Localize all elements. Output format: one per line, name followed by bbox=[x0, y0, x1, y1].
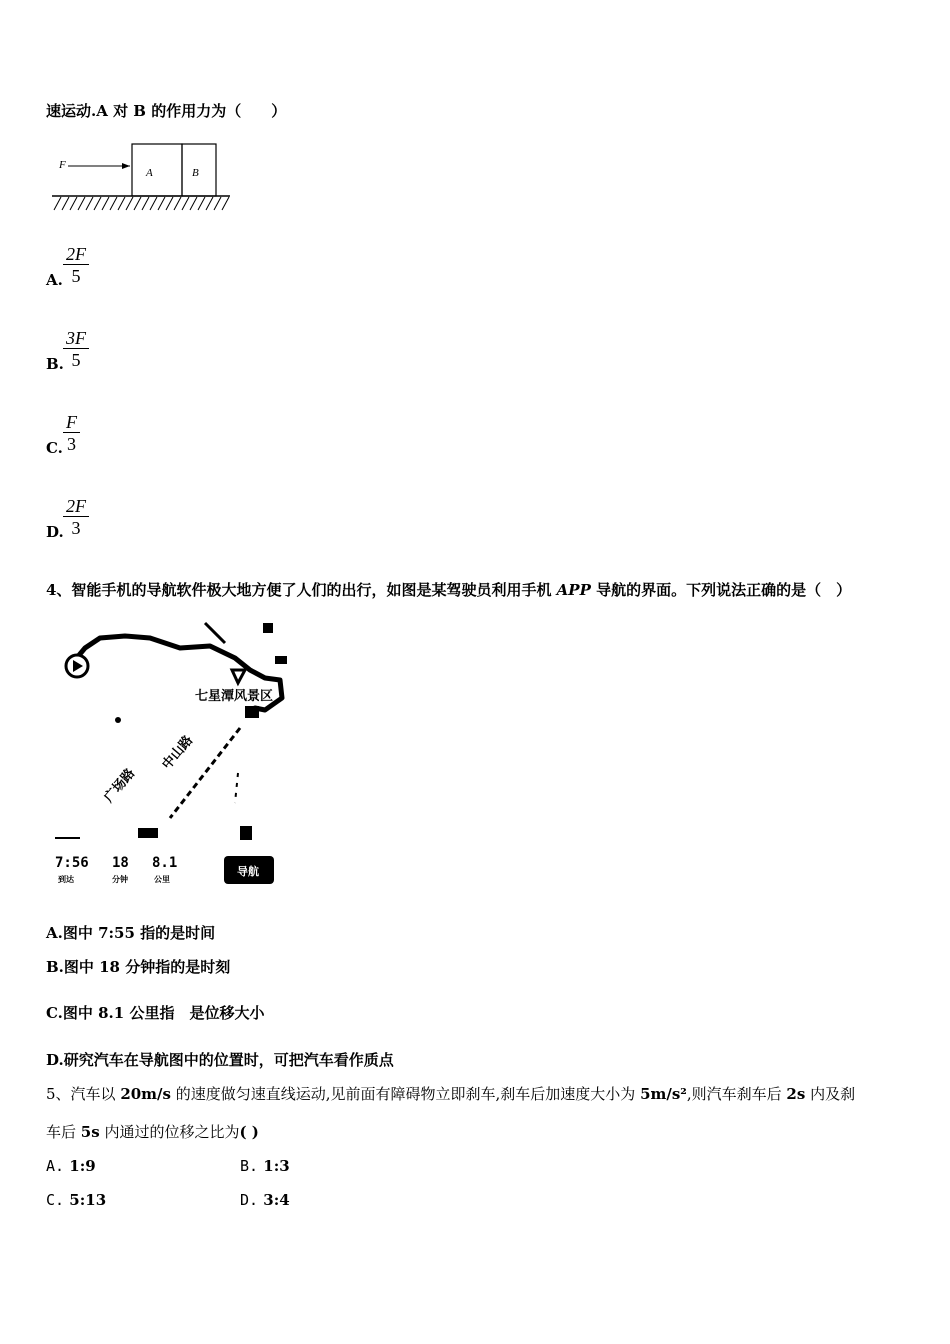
map-place-name: 七星潭风景区 bbox=[195, 689, 274, 704]
block-a-label: A bbox=[146, 167, 153, 179]
nav-arrival-time: 7:56 bbox=[55, 855, 89, 871]
force-arrow-icon bbox=[122, 163, 130, 169]
nav-distance-unit: 公里 bbox=[154, 875, 170, 884]
q3-option-b-label: B. bbox=[46, 355, 64, 373]
q4-option-c: C.图中 8.1 公里指 是位移大小 bbox=[46, 1004, 265, 1022]
numerator: 2F bbox=[66, 244, 86, 264]
denominator: 5 bbox=[71, 266, 81, 286]
map-road-2: 中山路 bbox=[159, 733, 197, 773]
nav-distance: 8.1 bbox=[152, 855, 178, 871]
q4-option-b: B.图中 18 分钟指的是时刻 bbox=[46, 958, 231, 976]
q5-option-c: C. 5:13 bbox=[46, 1191, 107, 1209]
q5-option-b: B. 1:3 bbox=[240, 1157, 290, 1175]
force-label: F bbox=[59, 159, 66, 171]
numerator: 2F bbox=[66, 496, 86, 516]
map-road-1: 广场路 bbox=[101, 766, 139, 806]
q5-option-d: D. 3:4 bbox=[240, 1191, 290, 1209]
q4-navigation-figure bbox=[50, 608, 300, 893]
destination-pin-icon bbox=[232, 670, 245, 683]
q4-stem: 4、智能手机的导航软件极大地方便了人们的出行，如图是某驾驶员利用手机 APP 导航的界面。下列说法正确的是（ ） bbox=[46, 581, 852, 599]
block-a bbox=[132, 144, 182, 196]
denominator: 3 bbox=[71, 518, 81, 538]
q5-stem-line-1: 5、汽车以 20m/s 的速度做匀速直线运动,见前面有障碍物立即刹车,刹车后加速度大小为 5m/s²,则汽车刹车后 2s 内及刹 bbox=[46, 1085, 856, 1103]
q3-option-d-fraction bbox=[63, 496, 89, 539]
q3-option-c-label: C. bbox=[46, 439, 63, 457]
q3-blocks-figure bbox=[50, 138, 235, 216]
q4-option-d: D.研究汽车在导航图中的位置时，可把汽车看作质点 bbox=[46, 1051, 394, 1069]
block-b-label: B bbox=[192, 167, 199, 179]
q3-option-a-fraction bbox=[63, 244, 89, 287]
denominator: 3 bbox=[67, 434, 76, 454]
numerator: 3F bbox=[66, 328, 86, 348]
q3-stem: 速运动.A 对 B 的作用力为（ ） bbox=[46, 102, 287, 120]
q5-stem-line-2: 车后 5s 内通过的位移之比为( ) bbox=[46, 1123, 259, 1141]
q3-option-b-fraction bbox=[63, 328, 89, 371]
q5-option-a: A. 1:9 bbox=[46, 1157, 96, 1175]
denominator: 5 bbox=[71, 350, 81, 370]
q3-option-d-label: D. bbox=[46, 523, 64, 541]
nav-duration-unit: 分钟 bbox=[112, 875, 128, 884]
q3-option-c-fraction bbox=[63, 412, 80, 455]
block-b bbox=[182, 144, 216, 196]
q4-option-a: A.图中 7:55 指的是时间 bbox=[46, 924, 216, 942]
numerator: F bbox=[66, 412, 77, 432]
nav-duration: 18 bbox=[112, 855, 129, 871]
nav-arrival-time-unit: 到达 bbox=[58, 875, 74, 884]
q3-option-a-label: A. bbox=[46, 271, 63, 289]
nav-button-label: 导航 bbox=[237, 865, 259, 878]
